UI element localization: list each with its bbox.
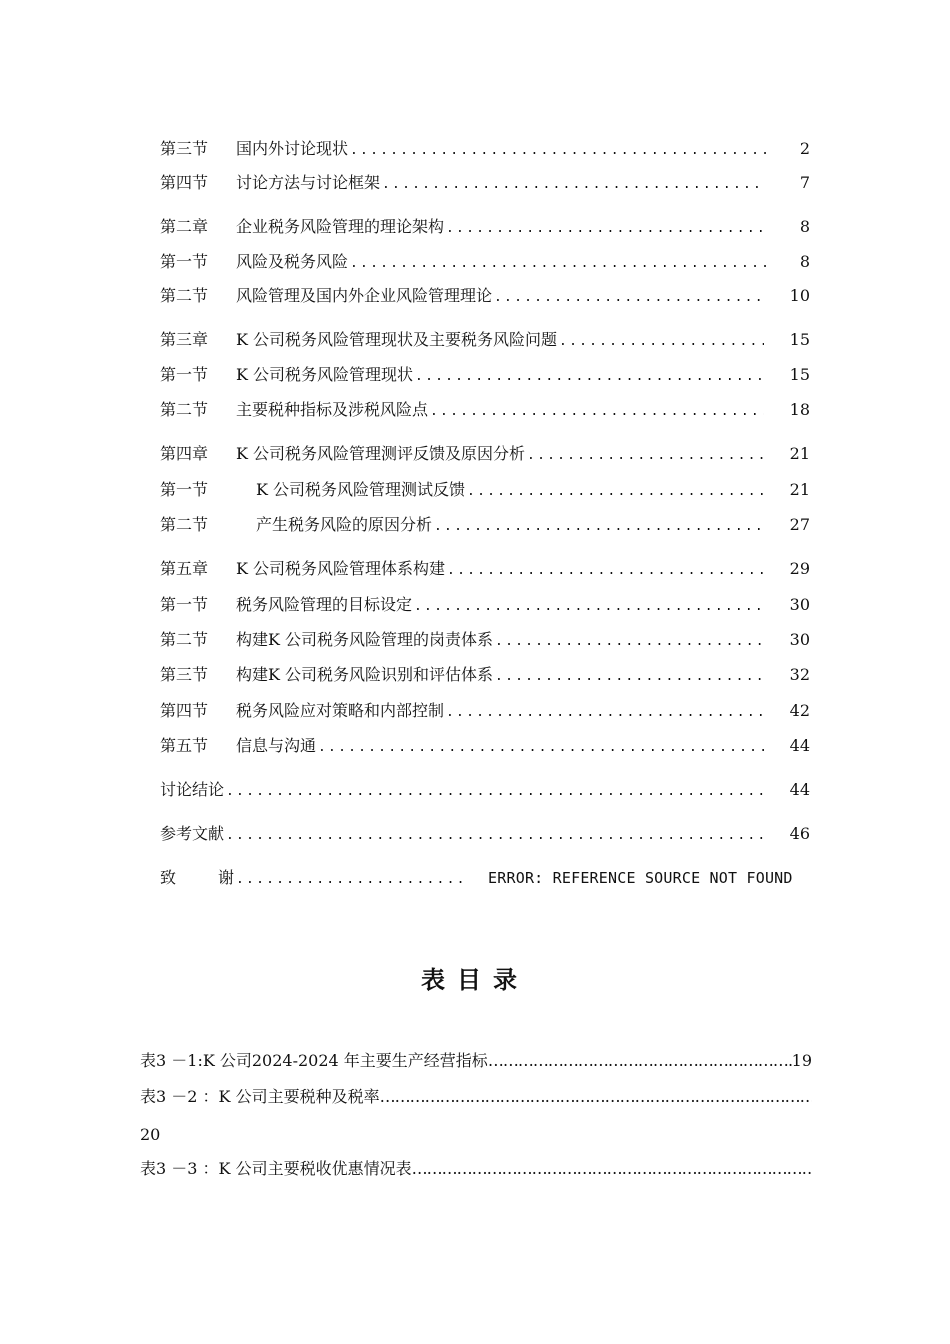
toc-row[interactable] — [160, 171, 810, 195]
toc-label: 第四节 — [160, 701, 209, 720]
toc-leader — [414, 597, 764, 617]
toc-row[interactable] — [160, 593, 810, 617]
toc-row[interactable] — [160, 363, 810, 387]
toc-page: 44 — [789, 780, 810, 799]
toc-row[interactable] — [160, 778, 810, 802]
toc-title: 风险管理及国内外企业风险管理理论 — [236, 286, 493, 305]
toc-title: 信息与沟通 — [236, 736, 317, 755]
toc-title: K 公司税务风险管理体系构建 — [236, 559, 446, 578]
toc-row[interactable] — [160, 284, 810, 308]
toc-leader — [527, 446, 764, 466]
toc-leader — [494, 288, 764, 308]
toc-label: 第四节 — [160, 173, 209, 192]
toc-page: 21 — [789, 480, 810, 499]
toc-page: 2 — [799, 139, 810, 158]
toc-page: 7 — [799, 173, 810, 192]
toc-leader — [495, 632, 764, 652]
toc-leader — [350, 254, 766, 274]
toc-label: 第一节 — [160, 252, 209, 271]
toc-row[interactable] — [160, 513, 810, 537]
toc-leader — [434, 517, 764, 537]
toc-title: 国内外讨论现状 — [236, 139, 349, 158]
toc-title: 税务风险管理的目标设定 — [236, 595, 413, 614]
toc-row[interactable] — [160, 250, 810, 274]
toc-leader — [495, 667, 764, 687]
toc-leader — [236, 870, 464, 890]
toc-page: 8 — [799, 252, 810, 271]
toc-leader — [430, 402, 764, 422]
toc-label: 致 — [160, 868, 177, 887]
toc-title: 构建K 公司税务风险管理的岗责体系 — [236, 630, 494, 649]
toc-label: 第一节 — [160, 365, 209, 384]
toc-row[interactable] — [160, 663, 810, 687]
toc-row[interactable] — [160, 137, 810, 161]
toc-page: 29 — [789, 559, 810, 578]
toc-page: ERROR: REFERENCE SOURCE NOT FOUND — [488, 869, 793, 887]
toc-label: 第二章 — [160, 217, 209, 236]
toc-label: 第四章 — [160, 444, 209, 463]
toc-page: 15 — [789, 330, 810, 349]
toc-label: 第二节 — [160, 286, 209, 305]
toc-title: 讨论方法与讨论框架 — [236, 173, 381, 192]
toc-page: 15 — [789, 365, 810, 384]
toc-label: 第三节 — [160, 139, 209, 158]
table-title: 表3 －2 ：K 公司主要税种及税率 — [140, 1087, 380, 1106]
toc-page: 21 — [789, 444, 810, 463]
toc-leader — [559, 332, 764, 352]
toc-row[interactable] — [160, 328, 810, 352]
toc-row[interactable] — [160, 734, 810, 758]
toc-title: 构建K 公司税务风险识别和评估体系 — [236, 665, 494, 684]
toc-title: K 公司税务风险管理测试反馈 — [256, 480, 466, 499]
toc-page: 10 — [789, 286, 810, 305]
table-list-row[interactable] — [140, 1157, 812, 1181]
toc-row[interactable] — [160, 822, 810, 846]
toc-label: 第一节 — [160, 480, 209, 499]
toc-page: 44 — [789, 736, 810, 755]
toc-row[interactable] — [160, 442, 810, 466]
table-list-row[interactable] — [140, 1085, 812, 1109]
toc-label: 第二节 — [160, 400, 209, 419]
toc-row[interactable] — [160, 866, 810, 890]
toc-title: 企业税务风险管理的理论架构 — [236, 217, 445, 236]
toc-label: 第五章 — [160, 559, 209, 578]
toc-title: 产生税务风险的原因分析 — [256, 515, 433, 534]
table-leader — [380, 1085, 812, 1109]
toc-leader — [382, 175, 766, 195]
toc-row[interactable] — [160, 628, 810, 652]
toc-title: K 公司税务风险管理现状 — [236, 365, 414, 384]
table-page: 19 — [791, 1051, 812, 1070]
toc-title: 税务风险应对策略和内部控制 — [236, 701, 445, 720]
toc-title: K 公司税务风险管理测评反馈及原因分析 — [236, 444, 526, 463]
table-title: 表3 －3 ：K 公司主要税收优惠情况表 — [140, 1159, 412, 1178]
toc-label: 第三节 — [160, 665, 209, 684]
toc-row[interactable] — [160, 478, 810, 502]
toc-leader — [415, 367, 764, 387]
table-page: 20 — [140, 1125, 161, 1144]
toc-title: 谢 — [218, 868, 235, 887]
table-leader — [488, 1049, 792, 1073]
toc-leader — [226, 826, 764, 846]
toc-row[interactable] — [160, 557, 810, 581]
toc-label: 第一节 — [160, 595, 209, 614]
toc-title: 参考文献 — [160, 824, 225, 843]
toc-page: 30 — [789, 595, 810, 614]
toc-row[interactable] — [160, 215, 810, 239]
toc-title: 主要税种指标及涉税风险点 — [236, 400, 429, 419]
toc-label: 第五节 — [160, 736, 209, 755]
toc-page: 30 — [789, 630, 810, 649]
toc-page: 46 — [789, 824, 810, 843]
toc-page: 18 — [789, 400, 810, 419]
toc-label: 第三章 — [160, 330, 209, 349]
toc-row[interactable] — [160, 699, 810, 723]
table-title: 表3 －1:K 公司2024-2024 年主要生产经营指标 — [140, 1051, 488, 1070]
toc-leader — [226, 782, 764, 802]
table-leader — [412, 1157, 812, 1181]
tables-heading: 表目录 — [421, 966, 529, 994]
toc-leader — [318, 738, 764, 758]
toc-page: 8 — [799, 217, 810, 236]
toc-page: 27 — [789, 515, 810, 534]
toc-leader — [350, 141, 766, 161]
toc-label: 第二节 — [160, 515, 209, 534]
toc-title: K 公司税务风险管理现状及主要税务风险问题 — [236, 330, 558, 349]
toc-page: 42 — [789, 701, 810, 720]
toc-leader — [446, 219, 766, 239]
toc-page: 32 — [789, 665, 810, 684]
table-list-row[interactable] — [140, 1049, 812, 1073]
toc-leader — [447, 561, 764, 581]
toc-row[interactable] — [160, 398, 810, 422]
toc-leader — [446, 703, 764, 723]
toc-label: 第二节 — [160, 630, 209, 649]
toc-title: 讨论结论 — [160, 780, 225, 799]
toc-leader — [467, 482, 764, 502]
toc-title: 风险及税务风险 — [236, 252, 349, 271]
